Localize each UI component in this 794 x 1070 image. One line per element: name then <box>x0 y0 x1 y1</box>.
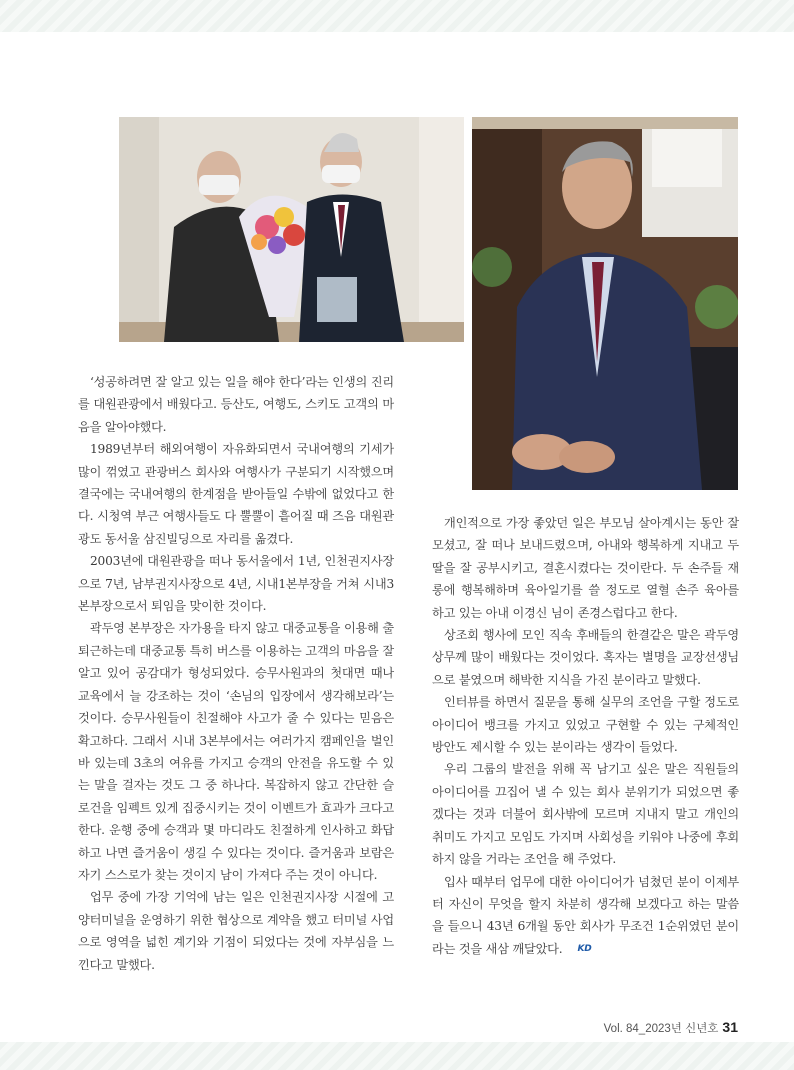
article-paragraph: 1989년부터 해외여행이 자유화되면서 국내여행의 기세가 많이 꺾였고 관광버스 회사와 여행사가 구분되기 시작했으며 결국에는 국내여행의 한계점을 받아들일 수밖에 없었다고 한다. 시청역 부근 여행사들도 다 뿔뿔이 흩어질 때 즈음 대원관광도 동서울 삼진빌딩으로 자리를 옮겼다. <box>78 442 394 546</box>
top-pattern-band <box>0 0 794 32</box>
end-mark-logo: KD <box>577 944 592 955</box>
article-paragraph <box>432 871 739 961</box>
article-paragraph-text: 입사 때부터 업무에 대한 아이디어가 넘쳤던 분이 이제부터 자신이 무엇을 할지 차분히 생각해 보겠다고 하는 말씀을 들으니 43년 6개월 동안 회사가 무조건 1순위였던 분이라는 것을 새삼 깨달았다. <box>432 874 739 956</box>
article-right-column <box>432 512 739 960</box>
portrait-photo <box>472 117 738 490</box>
article-paragraph: 상조회 행사에 모인 직속 후배들의 한결같은 말은 곽두영 상무께 많이 배웠다는 것이었다. 혹자는 별명을 교장선생님으로 붙였으며 해박한 지식을 가진 분이라고 말했다. <box>432 628 739 687</box>
article-paragraph: ‘성공하려면 잘 알고 있는 일을 해야 한다’라는 인생의 진리를 대원관광에서 배웠다고. 등산도, 여행도, 스키도 고객의 마음을 알아야했다. <box>78 375 394 434</box>
issue-label: Vol. 84_2023년 신년호 <box>603 1023 719 1035</box>
page-number: 31 <box>722 1019 738 1035</box>
article-paragraph: 업무 중에 가장 기억에 남는 일은 인천권지사장 시절에 고양터미널을 운영하기 위한 협상으로 계약을 했고 터미널 사업으로 영역을 넓힌 계기와 기점이 되었다는 것에 자부심을 느낀다고 말했다. <box>78 890 394 972</box>
page-footer <box>604 1019 738 1036</box>
article-paragraph: 곽두영 본부장은 자가용을 타지 않고 대중교통을 이용해 출퇴근하는데 대중교통 특히 버스를 이용하는 고객의 마음을 잘 알고 있어 공감대가 형성되었다. 승무사원과의 첫대면 때나 교육에서 늘 강조하는 것이 ‘손님의 입장에서 생각해보라’는 것이다. 승무사원들이 친절해야 사고가 줄 수 있다는 믿음은 확고하다. 그래서 시내 3본부에서는 여러가지 캠페인을 벌인바 있는데 3초의 여유를 가지고 승객의 안전을 유도할 수 있는 말을 걸자는 것도 그 중 하나다. 복잡하지 않고 간단한 슬로건을 임펙트 있게 집중시키는 것이 이벤트가 효과가 크다고 한다. 운행 중에 승객과 몇 마디라도 친절하게 인사하고 화답하고 나면 즐거움이 생길 수 있다는 것이다. 즐거움과 보람은 자기 스스로가 찾는 것이지 남이 가져다 주는 것이 아니다. <box>78 621 394 882</box>
award-ceremony-photo <box>119 117 464 342</box>
bottom-pattern-band <box>0 1042 794 1070</box>
article-paragraph: 개인적으로 가장 좋았던 일은 부모님 살아계시는 동안 잘 모셨고, 잘 떠나 보내드렸으며, 아내와 행복하게 지내고 두 딸을 잘 공부시키고, 결혼시켰다는 것이란다. 두 손주들 재롱에 행복해하며 육아일기를 쓸 정도로 열혈 손주 육아를 하고 있는 아내 이경신 님이 존경스럽다고 한다. <box>432 516 739 620</box>
article-left-column <box>78 371 394 976</box>
article-paragraph: 인터뷰를 하면서 질문을 통해 실무의 조언을 구할 정도로 아이디어 뱅크를 가지고 있었고 구현할 수 있는 구체적인 방안도 제시할 수 있는 분이라는 생각이 들었다. <box>432 695 739 755</box>
article-paragraph: 우리 그룹의 발전을 위해 꼭 남기고 싶은 말은 직원들의 아이디어를 끄집어 낼 수 있는 회사 분위기가 되었으면 좋겠다는 것과 더불어 회사밖에 모르며 지내지 말고 개인의 취미도 가지고 모임도 가지며 사회성을 키워야 나중에 후회하지 않을 거라는 조언을 해 주었다. <box>432 762 739 867</box>
article-paragraph: 2003년에 대원관광을 떠나 동서울에서 1년, 인천권지사장으로 7년, 남부권지사장으로 4년, 시내1본부장을 거쳐 시내3본부장으로서 퇴임을 맞이한 것이다. <box>78 554 394 614</box>
